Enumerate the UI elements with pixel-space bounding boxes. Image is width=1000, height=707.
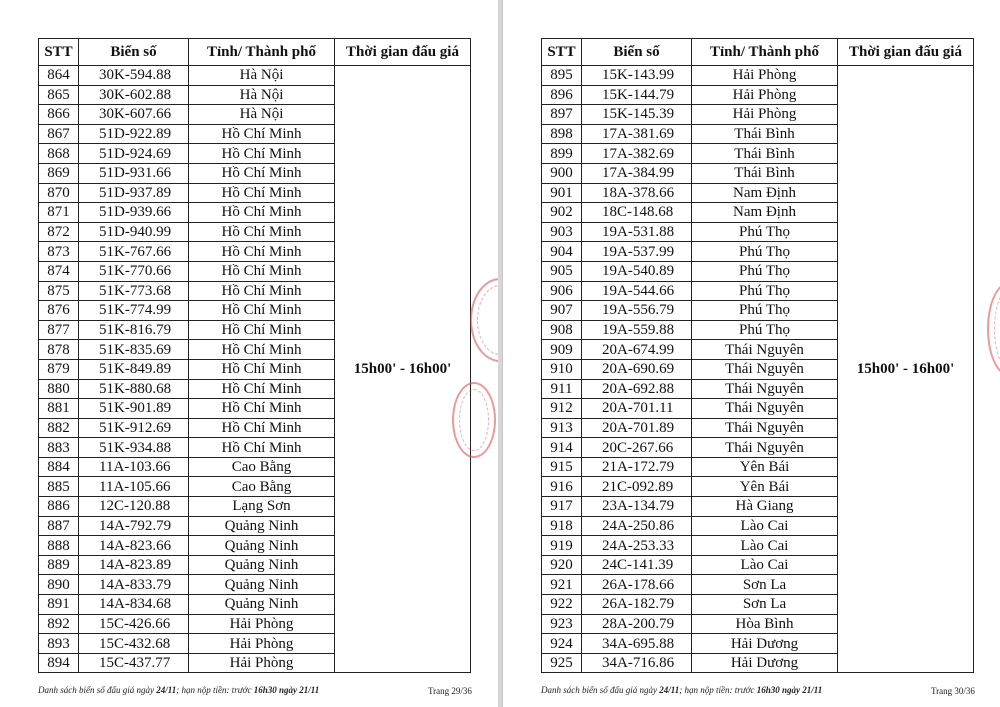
- stt-cell: 887: [39, 516, 79, 536]
- plate-cell: 20A-692.88: [582, 379, 692, 399]
- province-cell: Hải Phòng: [692, 85, 838, 105]
- plate-cell: 19A-537.99: [582, 242, 692, 262]
- plate-cell: 51K-934.88: [79, 438, 189, 458]
- plate-cell: 51K-835.69: [79, 340, 189, 360]
- footer-date: 24/11: [156, 685, 177, 695]
- table-header-row: [542, 39, 974, 66]
- footer-mid: ; hạn nộp tiền: trước: [679, 685, 757, 695]
- stt-cell: 866: [39, 105, 79, 125]
- stt-cell: 881: [39, 399, 79, 419]
- stt-cell: 920: [542, 555, 582, 575]
- header-plate: Biển số: [582, 39, 692, 66]
- plate-cell: 51K-849.89: [79, 359, 189, 379]
- auction-time-cell: 15h00' - 16h00': [335, 66, 471, 673]
- stt-cell: 924: [542, 634, 582, 654]
- province-cell: Hải Phòng: [189, 634, 335, 654]
- province-cell: Hải Phòng: [189, 653, 335, 673]
- province-cell: Hồ Chí Minh: [189, 438, 335, 458]
- stt-cell: 909: [542, 340, 582, 360]
- plate-cell: 17A-384.99: [582, 163, 692, 183]
- header-province: Tỉnh/ Thành phố: [189, 39, 335, 66]
- stt-cell: 868: [39, 144, 79, 164]
- footer-prefix: Danh sách biển số đấu giá ngày: [38, 685, 157, 695]
- province-cell: Thái Nguyên: [692, 418, 838, 438]
- stt-cell: 913: [542, 418, 582, 438]
- header-province: Tỉnh/ Thành phố: [692, 39, 838, 66]
- province-cell: Thái Bình: [692, 124, 838, 144]
- province-cell: Thái Bình: [692, 163, 838, 183]
- plate-cell: 51D-931.66: [79, 163, 189, 183]
- plate-cell: 20C-267.66: [582, 438, 692, 458]
- stt-cell: 883: [39, 438, 79, 458]
- plate-cell: 15K-145.39: [582, 105, 692, 125]
- stt-cell: 875: [39, 281, 79, 301]
- province-cell: Phú Thọ: [692, 301, 838, 321]
- plate-cell: 23A-134.79: [582, 497, 692, 517]
- plate-cell: 11A-105.66: [79, 477, 189, 497]
- plate-cell: 18C-148.68: [582, 203, 692, 223]
- plate-cell: 24C-141.39: [582, 555, 692, 575]
- plate-cell: 24A-253.33: [582, 536, 692, 556]
- table-body-right: [542, 66, 974, 673]
- stt-cell: 888: [39, 536, 79, 556]
- province-cell: Lào Cai: [692, 516, 838, 536]
- province-cell: Hòa Bình: [692, 614, 838, 634]
- plate-cell: 51D-939.66: [79, 203, 189, 223]
- plate-cell: 14A-834.68: [79, 595, 189, 615]
- stt-cell: 892: [39, 614, 79, 634]
- stt-cell: 886: [39, 497, 79, 517]
- plate-cell: 12C-120.88: [79, 497, 189, 517]
- province-cell: Hồ Chí Minh: [189, 359, 335, 379]
- stt-cell: 903: [542, 222, 582, 242]
- province-cell: Hồ Chí Minh: [189, 124, 335, 144]
- province-cell: Sơn La: [692, 595, 838, 615]
- plate-cell: 17A-382.69: [582, 144, 692, 164]
- plate-table-right: [541, 38, 974, 673]
- stt-cell: 900: [542, 163, 582, 183]
- plate-cell: 14A-823.89: [79, 555, 189, 575]
- province-cell: Hồ Chí Minh: [189, 379, 335, 399]
- province-cell: Hồ Chí Minh: [189, 340, 335, 360]
- plate-cell: 28A-200.79: [582, 614, 692, 634]
- stt-cell: 919: [542, 536, 582, 556]
- province-cell: Cao Bằng: [189, 477, 335, 497]
- stt-cell: 901: [542, 183, 582, 203]
- plate-cell: 20A-701.11: [582, 399, 692, 419]
- plate-cell: 18A-378.66: [582, 183, 692, 203]
- plate-cell: 11A-103.66: [79, 457, 189, 477]
- plate-cell: 51K-912.69: [79, 418, 189, 438]
- plate-cell: 30K-602.88: [79, 85, 189, 105]
- plate-cell: 20A-674.99: [582, 340, 692, 360]
- red-seal-stamp-right: [987, 282, 1000, 376]
- province-cell: Hải Dương: [692, 653, 838, 673]
- header-plate: Biển số: [79, 39, 189, 66]
- province-cell: Thái Nguyên: [692, 379, 838, 399]
- plate-cell: 17A-381.69: [582, 124, 692, 144]
- stt-cell: 864: [39, 66, 79, 86]
- province-cell: Thái Nguyên: [692, 399, 838, 419]
- plate-cell: 51K-816.79: [79, 320, 189, 340]
- stt-cell: 877: [39, 320, 79, 340]
- stt-cell: 914: [542, 438, 582, 458]
- footer-date: 24/11: [659, 685, 680, 695]
- stt-cell: 876: [39, 301, 79, 321]
- province-cell: Thái Nguyên: [692, 438, 838, 458]
- province-cell: Hà Giang: [692, 497, 838, 517]
- plate-cell: 26A-178.66: [582, 575, 692, 595]
- province-cell: Thái Bình: [692, 144, 838, 164]
- plate-cell: 51D-924.69: [79, 144, 189, 164]
- table-body-left: [39, 66, 471, 673]
- plate-cell: 15K-144.79: [582, 85, 692, 105]
- plate-cell: 30K-607.66: [79, 105, 189, 125]
- province-cell: Hồ Chí Minh: [189, 222, 335, 242]
- province-cell: Quảng Ninh: [189, 575, 335, 595]
- stt-cell: 882: [39, 418, 79, 438]
- province-cell: Phú Thọ: [692, 242, 838, 262]
- stt-cell: 907: [542, 301, 582, 321]
- plate-cell: 26A-182.79: [582, 595, 692, 615]
- stt-cell: 869: [39, 163, 79, 183]
- province-cell: Quảng Ninh: [189, 595, 335, 615]
- plate-cell: 51K-770.66: [79, 261, 189, 281]
- province-cell: Hà Nội: [189, 66, 335, 86]
- stt-cell: 922: [542, 595, 582, 615]
- header-stt: STT: [39, 39, 79, 66]
- province-cell: Phú Thọ: [692, 281, 838, 301]
- plate-cell: 15K-143.99: [582, 66, 692, 86]
- footer-mid: ; hạn nộp tiền: trước: [176, 685, 254, 695]
- province-cell: Quảng Ninh: [189, 555, 335, 575]
- stt-cell: 910: [542, 359, 582, 379]
- province-cell: Hà Nội: [189, 85, 335, 105]
- stt-cell: 911: [542, 379, 582, 399]
- stt-cell: 874: [39, 261, 79, 281]
- header-stt: STT: [542, 39, 582, 66]
- province-cell: Quảng Ninh: [189, 536, 335, 556]
- plate-cell: 34A-716.86: [582, 653, 692, 673]
- province-cell: Phú Thọ: [692, 320, 838, 340]
- table-header-row: [39, 39, 471, 66]
- plate-cell: 51K-773.68: [79, 281, 189, 301]
- province-cell: Hồ Chí Minh: [189, 242, 335, 262]
- plate-cell: 51K-767.66: [79, 242, 189, 262]
- document-page-left: [0, 0, 499, 707]
- stt-cell: 899: [542, 144, 582, 164]
- province-cell: Hải Phòng: [189, 614, 335, 634]
- province-cell: Lạng Sơn: [189, 497, 335, 517]
- plate-cell: 24A-250.86: [582, 516, 692, 536]
- plate-cell: 51D-937.89: [79, 183, 189, 203]
- stt-cell: 889: [39, 555, 79, 575]
- plate-cell: 14A-792.79: [79, 516, 189, 536]
- province-cell: Hồ Chí Minh: [189, 144, 335, 164]
- plate-cell: 19A-531.88: [582, 222, 692, 242]
- province-cell: Yên Bái: [692, 477, 838, 497]
- stt-cell: 879: [39, 359, 79, 379]
- table-row: [542, 66, 974, 86]
- province-cell: Quảng Ninh: [189, 516, 335, 536]
- province-cell: Hải Phòng: [692, 66, 838, 86]
- stt-cell: 873: [39, 242, 79, 262]
- stt-cell: 895: [542, 66, 582, 86]
- page-footer-right: [541, 685, 822, 695]
- stt-cell: 894: [39, 653, 79, 673]
- province-cell: Thái Nguyên: [692, 359, 838, 379]
- province-cell: Nam Định: [692, 203, 838, 223]
- plate-cell: 21C-092.89: [582, 477, 692, 497]
- plate-cell: 51K-880.68: [79, 379, 189, 399]
- header-time: Thời gian đấu giá: [335, 39, 471, 66]
- province-cell: Hải Dương: [692, 634, 838, 654]
- plate-cell: 15C-437.77: [79, 653, 189, 673]
- page-footer-left: [38, 685, 319, 695]
- province-cell: Sơn La: [692, 575, 838, 595]
- plate-cell: 19A-556.79: [582, 301, 692, 321]
- plate-cell: 51K-774.99: [79, 301, 189, 321]
- page-number-right: Trang 30/36: [931, 686, 975, 696]
- province-cell: Hồ Chí Minh: [189, 261, 335, 281]
- stt-cell: 923: [542, 614, 582, 634]
- auction-time-cell: 15h00' - 16h00': [838, 66, 974, 673]
- footer-deadline: 16h30 ngày 21/11: [253, 685, 320, 695]
- stt-cell: 904: [542, 242, 582, 262]
- province-cell: Hà Nội: [189, 105, 335, 125]
- table-row: [39, 66, 471, 86]
- plate-cell: 14A-833.79: [79, 575, 189, 595]
- stt-cell: 915: [542, 457, 582, 477]
- stt-cell: 865: [39, 85, 79, 105]
- plate-cell: 19A-544.66: [582, 281, 692, 301]
- plate-cell: 14A-823.66: [79, 536, 189, 556]
- plate-cell: 30K-594.88: [79, 66, 189, 86]
- stt-cell: 871: [39, 203, 79, 223]
- stt-cell: 916: [542, 477, 582, 497]
- province-cell: Hồ Chí Minh: [189, 203, 335, 223]
- plate-cell: 19A-540.89: [582, 261, 692, 281]
- province-cell: Nam Định: [692, 183, 838, 203]
- stt-cell: 872: [39, 222, 79, 242]
- page-number-left: Trang 29/36: [428, 686, 472, 696]
- plate-cell: 51D-940.99: [79, 222, 189, 242]
- province-cell: Hồ Chí Minh: [189, 399, 335, 419]
- province-cell: Hồ Chí Minh: [189, 301, 335, 321]
- stt-cell: 880: [39, 379, 79, 399]
- document-page-right: [502, 0, 1000, 707]
- stt-cell: 912: [542, 399, 582, 419]
- footer-deadline: 16h30 ngày 21/11: [756, 685, 823, 695]
- plate-cell: 34A-695.88: [582, 634, 692, 654]
- stt-cell: 867: [39, 124, 79, 144]
- province-cell: Thái Nguyên: [692, 340, 838, 360]
- stt-cell: 902: [542, 203, 582, 223]
- stt-cell: 898: [542, 124, 582, 144]
- province-cell: Hồ Chí Minh: [189, 418, 335, 438]
- header-time: Thời gian đấu giá: [838, 39, 974, 66]
- plate-cell: 51D-922.89: [79, 124, 189, 144]
- plate-cell: 15C-432.68: [79, 634, 189, 654]
- province-cell: Lào Cai: [692, 536, 838, 556]
- province-cell: Hồ Chí Minh: [189, 281, 335, 301]
- plate-cell: 20A-701.89: [582, 418, 692, 438]
- plate-cell: 51K-901.89: [79, 399, 189, 419]
- province-cell: Phú Thọ: [692, 261, 838, 281]
- stt-cell: 890: [39, 575, 79, 595]
- province-cell: Cao Bằng: [189, 457, 335, 477]
- stt-cell: 897: [542, 105, 582, 125]
- stt-cell: 908: [542, 320, 582, 340]
- province-cell: Hồ Chí Minh: [189, 320, 335, 340]
- province-cell: Lào Cai: [692, 555, 838, 575]
- stt-cell: 906: [542, 281, 582, 301]
- stt-cell: 891: [39, 595, 79, 615]
- province-cell: Hồ Chí Minh: [189, 183, 335, 203]
- stt-cell: 893: [39, 634, 79, 654]
- plate-cell: 21A-172.79: [582, 457, 692, 477]
- plate-cell: 19A-559.88: [582, 320, 692, 340]
- footer-prefix: Danh sách biển số đấu giá ngày: [541, 685, 660, 695]
- stt-cell: 878: [39, 340, 79, 360]
- stt-cell: 905: [542, 261, 582, 281]
- province-cell: Yên Bái: [692, 457, 838, 477]
- stt-cell: 885: [39, 477, 79, 497]
- plate-table-left: [38, 38, 471, 673]
- plate-cell: 20A-690.69: [582, 359, 692, 379]
- stt-cell: 925: [542, 653, 582, 673]
- stt-cell: 921: [542, 575, 582, 595]
- province-cell: Hồ Chí Minh: [189, 163, 335, 183]
- province-cell: Phú Thọ: [692, 222, 838, 242]
- plate-cell: 15C-426.66: [79, 614, 189, 634]
- stt-cell: 896: [542, 85, 582, 105]
- stt-cell: 917: [542, 497, 582, 517]
- stt-cell: 884: [39, 457, 79, 477]
- stt-cell: 918: [542, 516, 582, 536]
- stt-cell: 870: [39, 183, 79, 203]
- province-cell: Hải Phòng: [692, 105, 838, 125]
